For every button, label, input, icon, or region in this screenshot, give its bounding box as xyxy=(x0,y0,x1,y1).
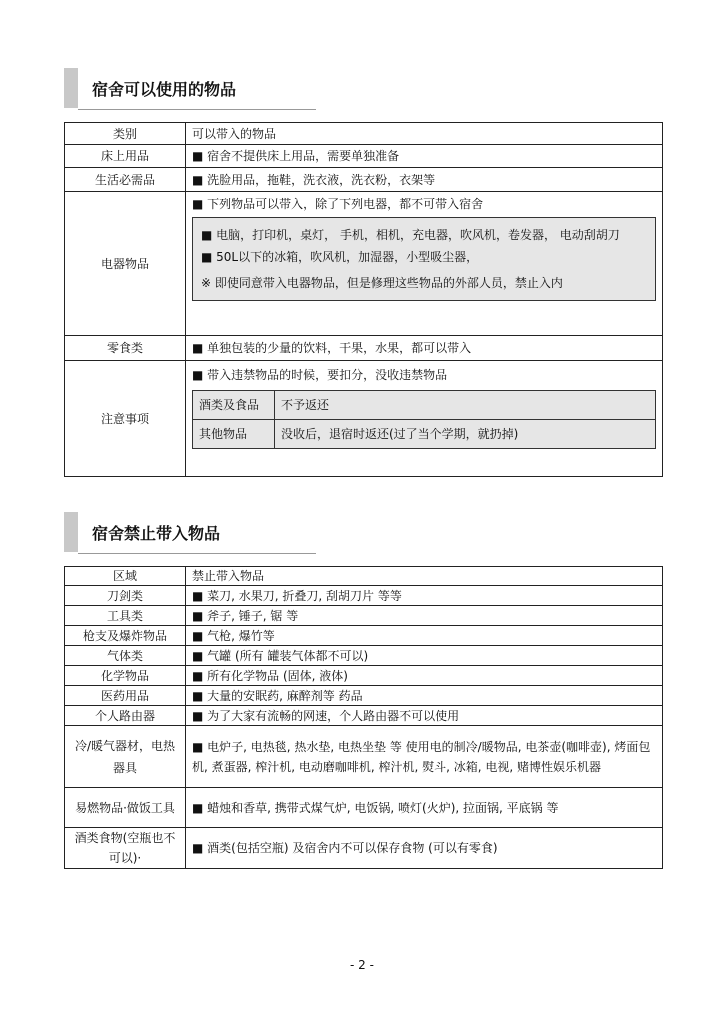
row-text: ■ 气枪, 爆竹等 xyxy=(186,626,663,646)
subtable-value: 没收后，退宿时返还(过了当个学期，就扔掉) xyxy=(275,420,656,449)
page-number: - 2 - xyxy=(350,958,374,972)
row-text: ■ 蜡烛和香草, 携带式煤气炉, 电饭锅, 喷灯(火炉), 拉面锅, 平底锅 等 xyxy=(186,788,663,828)
allowed-items-table xyxy=(64,122,663,477)
table-header-row xyxy=(65,123,663,145)
row-text: ■ 洗脸用品，拖鞋，洗衣液，洗衣粉，衣架等 xyxy=(186,168,663,192)
electric-box-line2: ■ 50L以下的冰箱，吹风机，加湿器，小型吸尘器， xyxy=(201,250,479,264)
header-area: 区域 xyxy=(65,567,186,586)
table-row xyxy=(65,336,663,361)
subtable-key: 酒类及食品 xyxy=(193,391,275,420)
row-category: 个人路由器 xyxy=(65,706,186,726)
row-category: 注意事项 xyxy=(65,361,186,477)
table-row xyxy=(65,706,663,726)
table-row xyxy=(65,145,663,168)
forbidden-items-table xyxy=(64,566,663,869)
row-category: 刀剑类 xyxy=(65,586,186,606)
subtable-value: 不予返还 xyxy=(275,391,656,420)
row-category: 工具类 xyxy=(65,606,186,626)
title-bar-decoration xyxy=(64,68,78,108)
electric-box-line1: ■ 电脑，打印机，桌灯， 手机，相机，充电器，吹风机，卷发器， 电动刮胡刀 xyxy=(201,228,620,242)
notice-intro: ■ 带入违禁物品的时候，要扣分，没收违禁物品 xyxy=(192,368,448,382)
table-row xyxy=(65,686,663,706)
row-category: 酒类食物(空瓶也不可以)· xyxy=(65,828,186,869)
row-text: ■ 电炉子, 电热毯, 热水垫, 电热坐垫 等 使用电的制冷/暖物品, 电茶壶(咖啡壶), 烤面包机, 煮蛋器, 榨汁机, 电动磨咖啡机, 榨汁机, 熨斗, 冰箱, 电视, 赌博性娱乐机器 xyxy=(186,726,663,788)
table-row xyxy=(65,586,663,606)
row-category: 零食类 xyxy=(65,336,186,361)
table-row xyxy=(65,726,663,788)
row-category: 冷/暖气器材，电热器具 xyxy=(65,726,186,788)
row-category: 易燃物品·做饭工具 xyxy=(65,788,186,828)
row-text: ■ 单独包装的少量的饮料，干果，水果，都可以带入 xyxy=(186,336,663,361)
title-underline xyxy=(78,553,316,554)
row-category: 电器物品 xyxy=(65,192,186,336)
title-bar-decoration xyxy=(64,512,78,552)
electric-box xyxy=(192,217,656,301)
table-row xyxy=(65,626,663,646)
table-row xyxy=(65,788,663,828)
table-row xyxy=(65,606,663,626)
row-category: 生活必需品 xyxy=(65,168,186,192)
row-category: 气体类 xyxy=(65,646,186,666)
electric-box-note: ※ 即使同意带入电器物品，但是修理这些物品的外部人员，禁止入内 xyxy=(201,276,563,290)
table-row xyxy=(65,168,663,192)
header-forbidden: 禁止带入物品 xyxy=(186,567,663,586)
row-text: ■ 酒类(包括空瓶) 及宿舍内不可以保存食物 (可以有零食) xyxy=(186,828,663,869)
row-text: ■ 为了大家有流畅的网速，个人路由器不可以使用 xyxy=(186,706,663,726)
table-row-electric xyxy=(65,192,663,336)
table-row-notice xyxy=(65,361,663,477)
electric-intro: ■ 下列物品可以带入，除了下列电器，都不可带入宿舍 xyxy=(192,197,484,211)
row-text: ■ 宿舍不提供床上用品，需要单独准备 xyxy=(186,145,663,168)
row-text: ■ 所有化学物品 (固体, 液体) xyxy=(186,666,663,686)
subtable-row xyxy=(193,420,656,449)
title-underline xyxy=(78,109,316,110)
row-text: ■ 大量的安眠药, 麻醉剂等 药品 xyxy=(186,686,663,706)
table-row xyxy=(65,646,663,666)
row-category: 枪支及爆炸物品 xyxy=(65,626,186,646)
subtable-row xyxy=(193,391,656,420)
section2-title: 宿舍禁止带入物品 xyxy=(92,524,221,543)
row-category: 医药用品 xyxy=(65,686,186,706)
row-category: 化学物品 xyxy=(65,666,186,686)
notice-subtable xyxy=(192,390,656,449)
header-category: 类别 xyxy=(65,123,186,145)
row-text: ■ 气罐 (所有 罐装气体都不可以) xyxy=(186,646,663,666)
section1-title: 宿舍可以使用的物品 xyxy=(92,80,237,99)
subtable-key: 其他物品 xyxy=(193,420,275,449)
row-category: 床上用品 xyxy=(65,145,186,168)
table-row xyxy=(65,666,663,686)
row-text: ■ 斧子, 锤子, 锯 等 xyxy=(186,606,663,626)
header-items: 可以带入的物品 xyxy=(186,123,663,145)
row-text: ■ 菜刀, 水果刀, 折叠刀, 刮胡刀片 等等 xyxy=(186,586,663,606)
section-title-allowed xyxy=(64,68,316,110)
table-header-row xyxy=(65,567,663,586)
table-row xyxy=(65,828,663,869)
section-title-forbidden xyxy=(64,512,316,554)
